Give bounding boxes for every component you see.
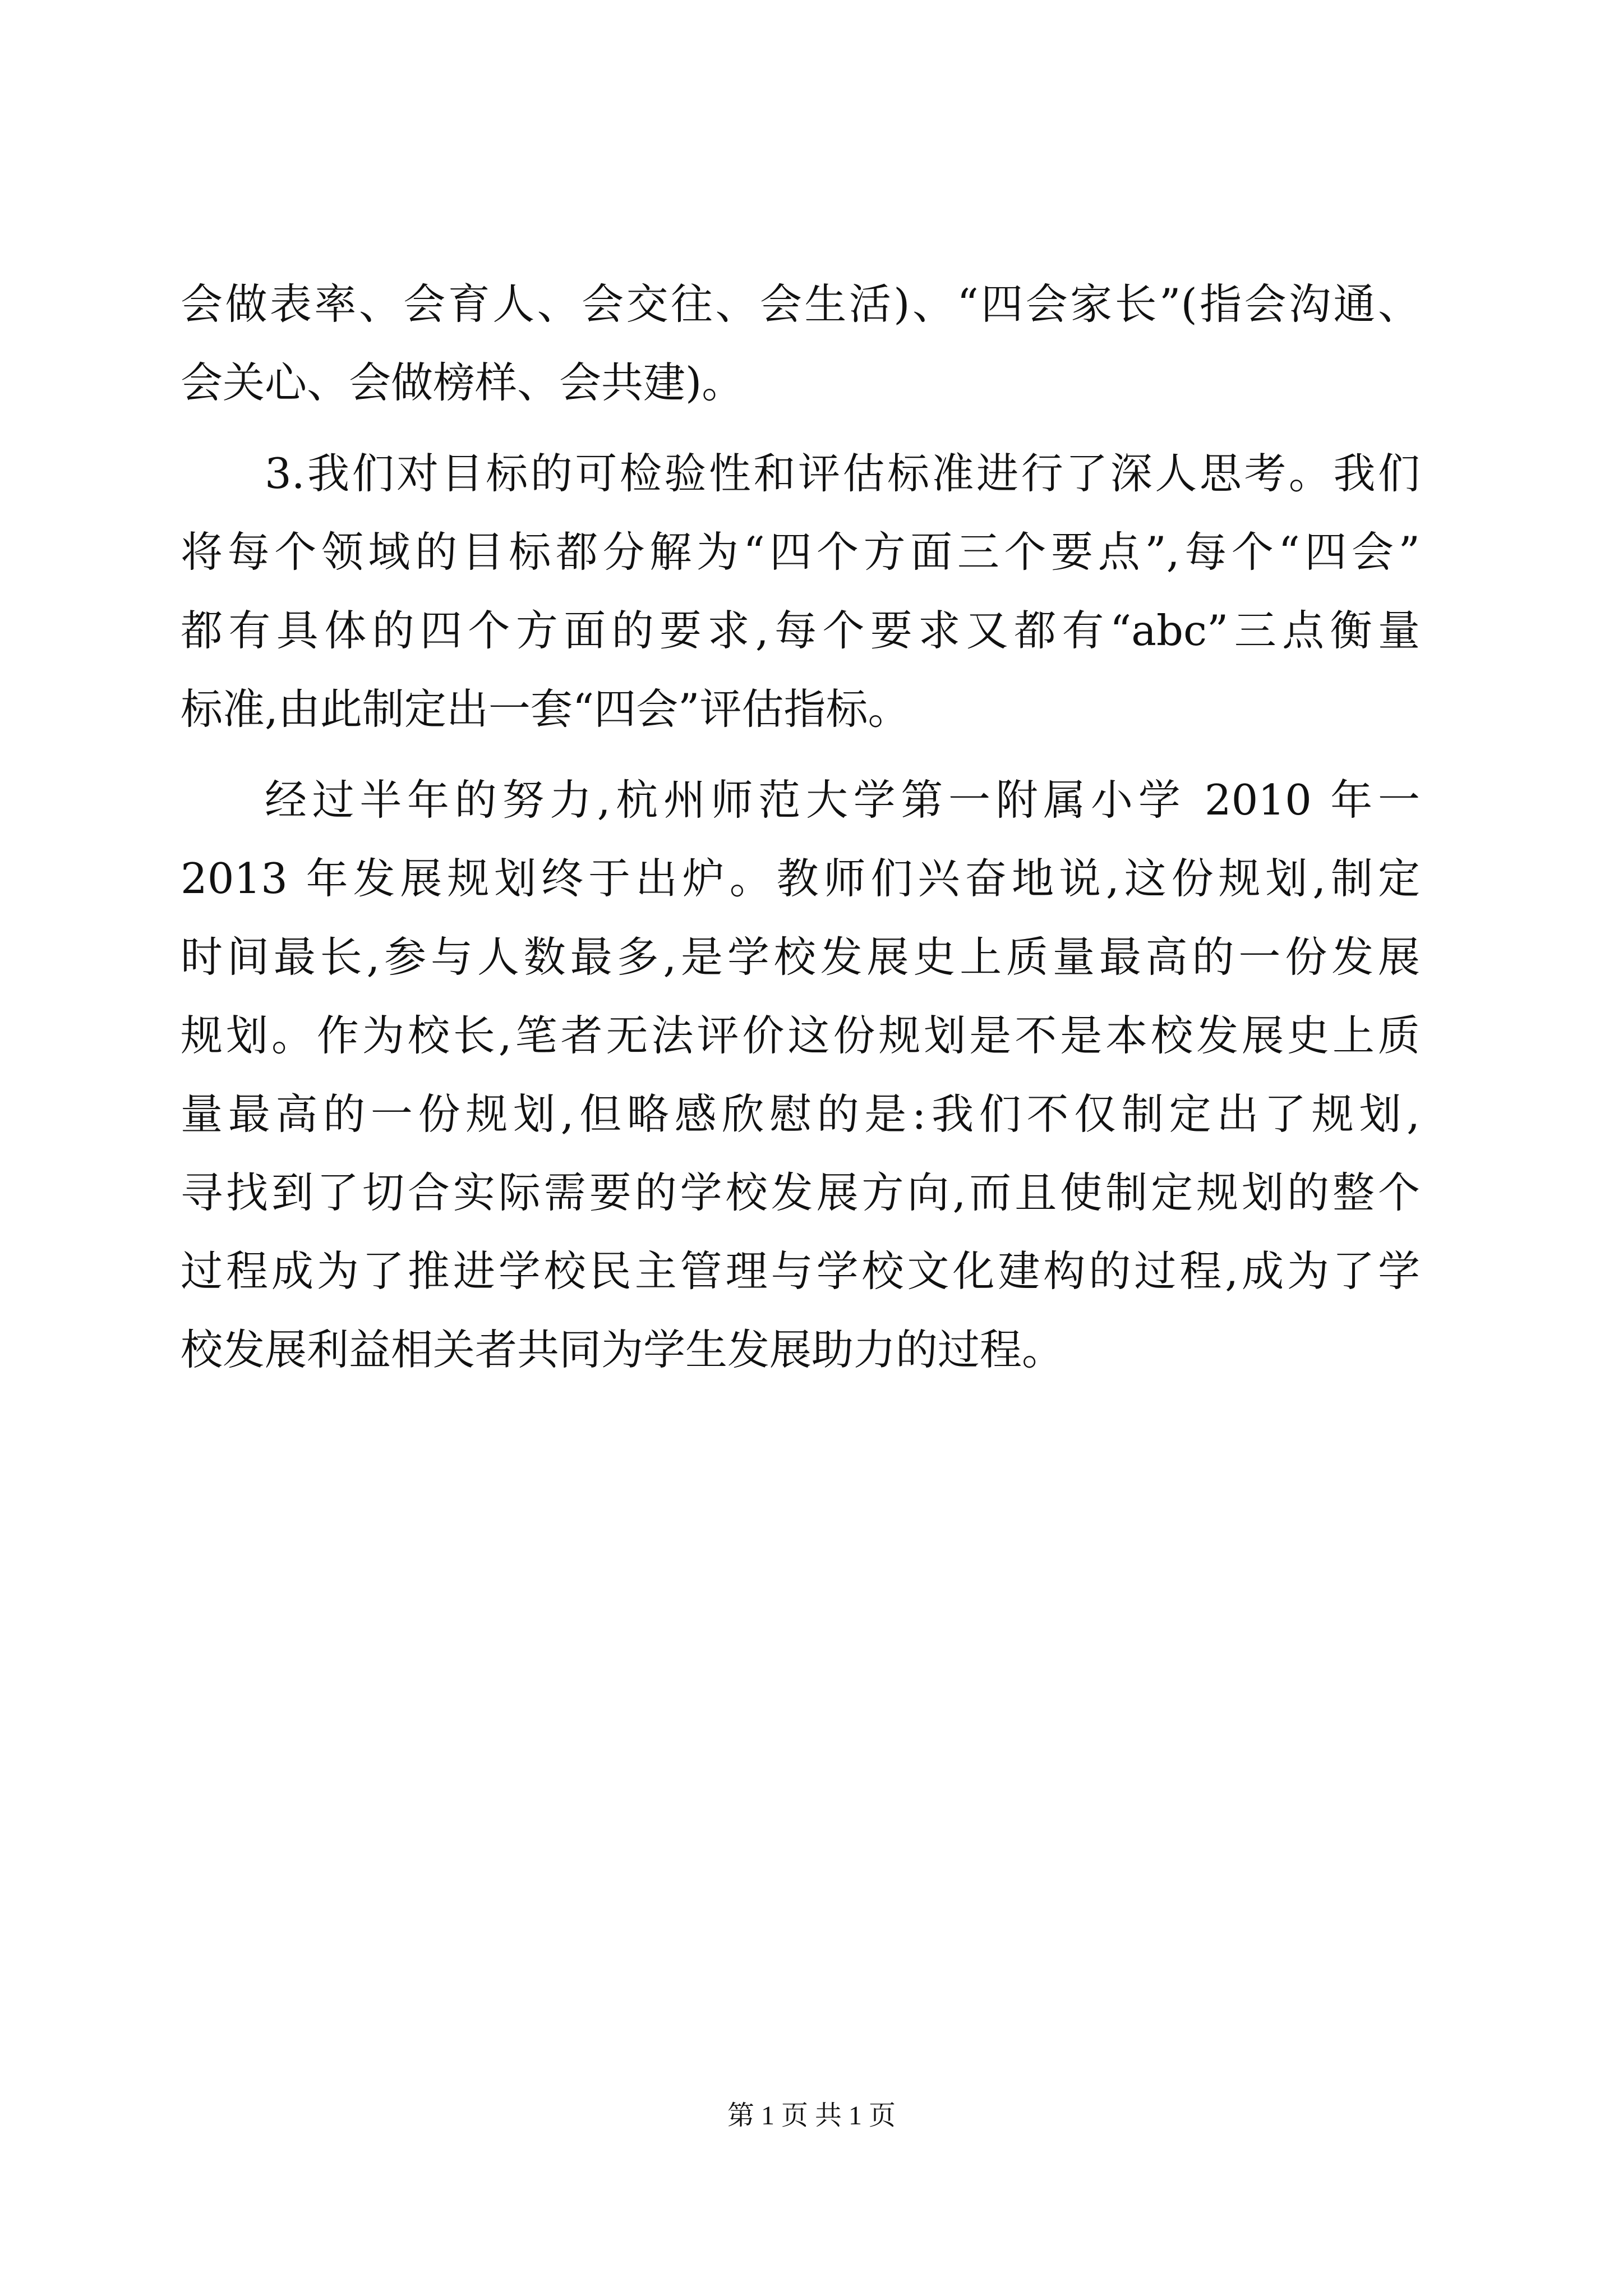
text-line: 标准,由此制定出一套“四会”评估指标。	[181, 684, 910, 734]
text-line: 规划。作为校长,笔者无法评价这份规划是不是本校发展史上质	[181, 1011, 1420, 1060]
text-line: 会做表率、会育人、会交往、会生活)、“四会家长”(指会沟通、	[181, 279, 1420, 329]
paragraph	[181, 265, 1420, 422]
text-line: 量最高的一份规划,但略感欣慰的是:我们不仅制定出了规划,	[181, 1089, 1420, 1139]
paragraph	[181, 434, 1420, 748]
document-body	[181, 265, 1420, 1389]
text-line: 时间最长,参与人数最多,是学校发展史上质量最高的一份发展	[181, 932, 1420, 982]
paragraph	[181, 761, 1420, 1389]
text-line: 3.我们对目标的可检验性和评估标准进行了深人思考。我们	[265, 449, 1420, 498]
text-line: 过程成为了推进学校民主管理与学校文化建构的过程,成为了学	[181, 1246, 1420, 1296]
text-line: 将每个领域的目标都分解为“四个方面三个要点”,每个“四会”	[181, 527, 1420, 577]
text-line: 经过半年的努力,杭州师范大学第一附属小学 2010 年一	[265, 775, 1420, 825]
page-number-footer: 第 1 页 共 1 页	[727, 2101, 896, 2131]
text-line: 会关心、会做榜样、会共建)。	[181, 358, 744, 407]
text-line: 校发展利益相关者共同为学生发展助力的过程。	[181, 1325, 1064, 1374]
text-line: 2013 年发展规划终于出炉。教师们兴奋地说,这份规划,制定	[181, 854, 1420, 903]
text-line: 寻找到了切合实际需要的学校发展方向,而且使制定规划的整个	[181, 1168, 1420, 1217]
text-line: 都有具体的四个方面的要求,每个要求又都有“abc”三点衡量	[181, 606, 1420, 655]
